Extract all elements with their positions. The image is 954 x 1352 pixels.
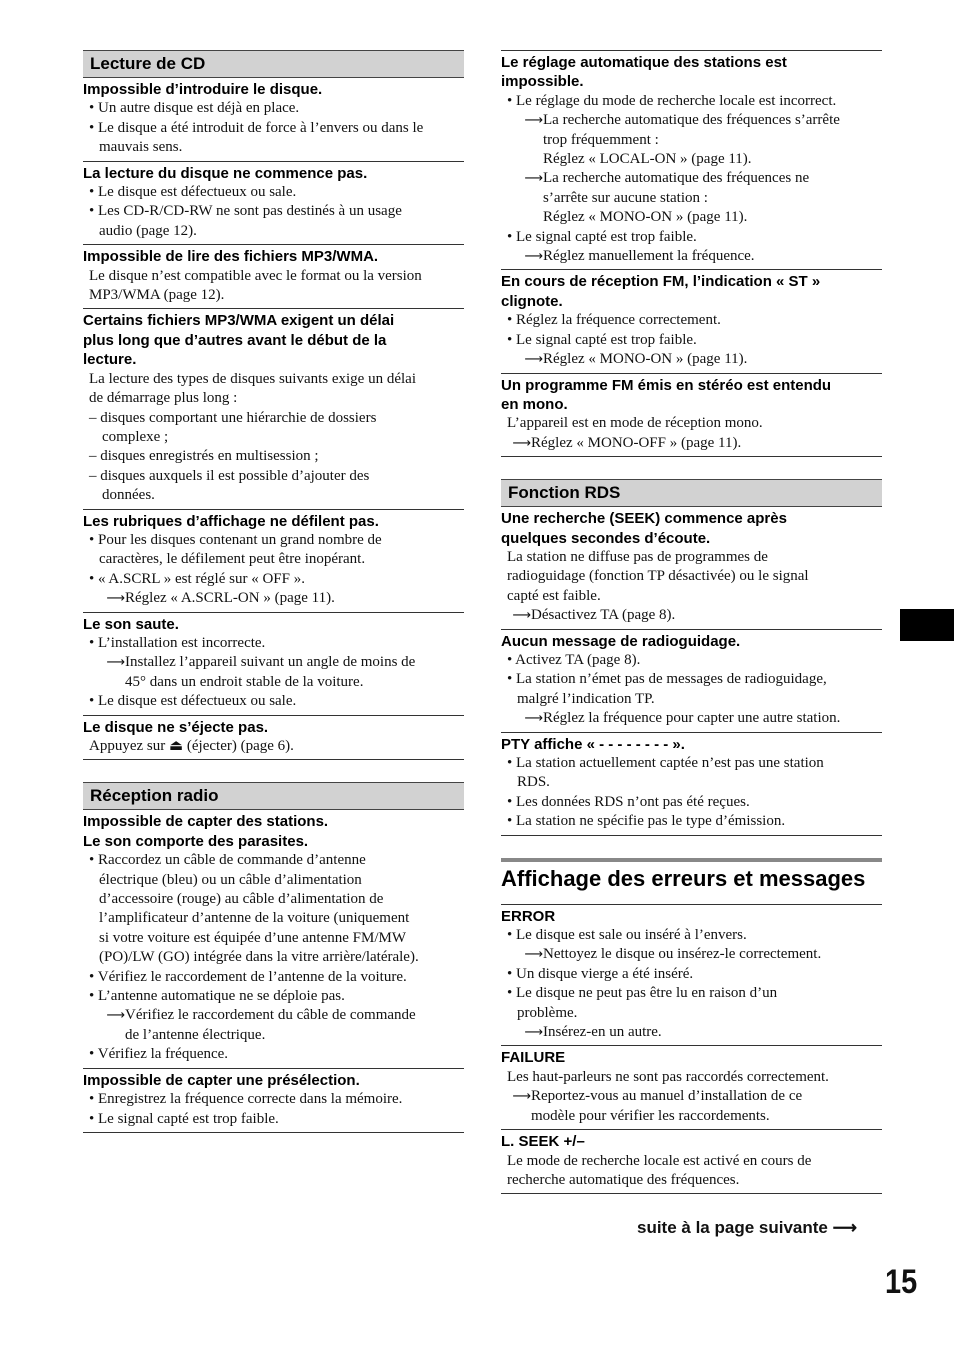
bullet-line — [501, 670, 882, 689]
bullet-line — [83, 202, 464, 221]
entry-title: Certains fichiers MP3/WMA exigent un délai — [83, 312, 395, 330]
line-text: Désactivez TA (page 8). — [531, 607, 676, 624]
text-line — [83, 286, 464, 305]
troubleshoot-entry — [501, 374, 882, 458]
line-text: • La station ne spécifie pas le type d’émission. — [507, 813, 786, 830]
line-text: • Un autre disque est déjà en place. — [89, 100, 300, 117]
line-text: l’amplificateur d’antenne de la voiture (uniquement — [99, 910, 410, 927]
entry-title: impossible. — [501, 73, 584, 91]
right-arrow-icon: ⟶ — [524, 711, 543, 727]
section-heading: Réception radio — [83, 782, 464, 810]
troubleshoot-entry — [83, 245, 464, 309]
line-text: • Raccordez un câble de commande d’antenne — [89, 852, 366, 869]
text-line — [501, 1171, 882, 1190]
line-text: La recherche automatique des fréquences s’arrête — [543, 112, 840, 129]
text-line — [83, 428, 464, 447]
entry-title: La lecture du disque ne commence pas. — [83, 164, 368, 182]
line-text: Réglez « MONO-ON » (page 11). — [543, 351, 748, 368]
remedy-line — [501, 709, 882, 728]
line-text: d’accessoire (rouge) au câble d’alimentation de — [99, 891, 384, 908]
right-arrow-icon: ⟶ — [524, 249, 543, 265]
remedy-line — [501, 606, 882, 625]
bullet-line — [501, 92, 882, 111]
line-text: La station ne diffuse pas de programmes de — [507, 548, 768, 565]
right-arrow-icon: ⟶ — [524, 352, 543, 368]
bullet-line — [501, 311, 882, 330]
entry-title: Aucun message de radioguidage. — [501, 632, 741, 650]
entry-title: quelques secondes d’écoute. — [501, 529, 711, 547]
line-text: Nettoyez le disque ou insérez-le correctement. — [543, 946, 822, 963]
line-text: • Le disque est défectueux ou sale. — [89, 184, 297, 201]
line-text: • Le signal capté est trop faible. — [89, 1110, 279, 1127]
line-text: audio (page 12). — [99, 222, 197, 239]
bullet-line — [83, 183, 464, 202]
bullet-line — [83, 851, 464, 870]
section-gap — [83, 760, 464, 782]
section-gap — [501, 457, 882, 479]
bullet-line — [83, 692, 464, 711]
line-text: Appuyez sur ⏏ (éjecter) (page 6). — [89, 738, 294, 754]
line-text: Réglez manuellement la fréquence. — [543, 248, 755, 265]
line-text: – disques auxquels il est possible d’ajouter des — [89, 467, 370, 484]
line-text: Reportez-vous au manuel d’installation de ce — [531, 1088, 803, 1105]
line-text: Réglez « MONO-OFF » (page 11). — [531, 434, 742, 451]
bullet-line — [501, 965, 882, 984]
line-text: Réglez « LOCAL-ON » (page 11). — [543, 151, 752, 168]
bullet-line — [501, 793, 882, 812]
line-text: électrique (bleu) ou un câble d’alimentation — [99, 871, 362, 888]
section-tab-marker — [900, 609, 954, 641]
right-arrow-icon: ⟶ — [106, 591, 125, 607]
text-line — [501, 690, 882, 709]
bullet-line — [501, 754, 882, 773]
right-arrow-icon: ⟶ — [512, 608, 531, 624]
line-text: • Le disque est sale ou inséré à l’envers. — [507, 927, 747, 944]
line-text: Insérez-en un autre. — [543, 1024, 662, 1041]
text-line — [83, 550, 464, 569]
troubleshoot-entry — [83, 162, 464, 246]
line-text: • Le disque est défectueux ou sale. — [89, 693, 297, 710]
remedy-line — [501, 1087, 882, 1106]
bullet-line — [83, 634, 464, 653]
text-line — [83, 267, 464, 286]
line-text: données. — [102, 487, 155, 504]
bullet-line — [83, 119, 464, 138]
line-text: • Réglez la fréquence correctement. — [507, 312, 721, 329]
bullet-line — [83, 1090, 464, 1109]
line-text: Réglez « A.SCRL-ON » (page 11). — [125, 590, 335, 607]
troubleshoot-entry — [501, 630, 882, 733]
line-text: (PO)/LW (GO) intégrée dans la vitre arrière/latérale). — [99, 949, 419, 966]
troubleshoot-entry — [501, 270, 882, 373]
troubleshoot-entry — [83, 810, 464, 1068]
bullet-line — [501, 228, 882, 247]
remedy-line — [501, 1023, 882, 1042]
line-text: 45° dans un endroit stable de la voiture. — [125, 673, 364, 690]
line-text: mauvais sens. — [99, 139, 183, 156]
text-line — [501, 1004, 882, 1023]
entry-title: Impossible d’introduire le disque. — [83, 81, 323, 98]
entry-title: Le disque ne s’éjecte pas. — [83, 718, 269, 736]
right-arrow-icon: ⟶ — [524, 171, 543, 187]
bullet-line — [83, 531, 464, 550]
dash-line — [83, 409, 464, 428]
entry-title: Une recherche (SEEK) commence après — [501, 510, 787, 528]
line-text: MP3/WMA (page 12). — [89, 287, 225, 304]
continued-note — [637, 1216, 857, 1240]
line-text: s’arrête sur aucune station : — [543, 189, 708, 206]
right-arrow-icon: ⟶ — [524, 1025, 543, 1041]
dash-line — [83, 447, 464, 466]
remedy-line — [501, 247, 882, 266]
text-line — [501, 1152, 882, 1171]
troubleshoot-entry — [83, 309, 464, 509]
line-text: problème. — [517, 1004, 578, 1021]
line-text: modèle pour vérifier les raccordements. — [531, 1107, 770, 1124]
line-text: • La station n’émet pas de messages de radioguidage, — [507, 671, 827, 688]
troubleshoot-entry — [83, 1069, 464, 1133]
line-text: Vérifiez le raccordement du câble de commande — [125, 1007, 416, 1024]
remedy-line — [83, 653, 464, 672]
line-text: complexe ; — [102, 428, 169, 445]
remedy-line — [501, 111, 882, 130]
text-line — [501, 414, 882, 433]
troubleshoot-entry — [501, 1046, 882, 1130]
bullet-line — [83, 1045, 464, 1064]
bullet-line — [83, 99, 464, 118]
text-line — [83, 737, 464, 756]
line-text: • L’antenne automatique ne se déploie pas. — [89, 988, 345, 1005]
right-arrow-icon: ⟶ — [512, 1089, 531, 1105]
entry-title: Le son comporte des parasites. — [83, 832, 309, 850]
text-line — [83, 1026, 464, 1045]
right-arrow-icon: ⟶ — [524, 947, 543, 963]
remedy-line — [501, 434, 882, 453]
main-heading: Affichage des erreurs et messages — [501, 858, 882, 905]
section-heading: Fonction RDS — [501, 479, 882, 507]
text-line — [83, 673, 464, 692]
text-line — [83, 370, 464, 389]
bullet-line — [501, 812, 882, 831]
line-text: • Le réglage du mode de recherche locale est incorrect. — [507, 92, 837, 109]
troubleshoot-entry — [501, 507, 882, 629]
line-text: de démarrage plus long : — [89, 390, 238, 407]
line-text: • Activez TA (page 8). — [507, 651, 641, 668]
line-text: – disques comportant une hiérarchie de dossiers — [89, 409, 377, 426]
section-heading: Lecture de CD — [83, 50, 464, 78]
remedy-line — [83, 589, 464, 608]
line-text: • Vérifiez le raccordement de l’antenne de la voiture. — [89, 968, 407, 985]
line-text: malgré l’indication TP. — [517, 690, 655, 707]
line-text: La lecture des types de disques suivants exige un délai — [89, 370, 416, 387]
section-gap — [501, 836, 882, 858]
entry-title: Les rubriques d’affichage ne défilent pas. — [83, 512, 379, 530]
line-text: – disques enregistrés en multisession ; — [89, 448, 319, 465]
bullet-line — [83, 1110, 464, 1129]
text-line — [501, 189, 882, 208]
entry-title: clignote. — [501, 292, 563, 310]
entry-title: lecture. — [83, 351, 137, 369]
bullet-line — [83, 987, 464, 1006]
entry-title: L. SEEK +/– — [501, 1133, 585, 1151]
line-text: Réglez « MONO-ON » (page 11). — [543, 209, 748, 226]
entry-title: Le son saute. — [83, 615, 179, 633]
text-line — [501, 773, 882, 792]
troubleshoot-entry — [501, 50, 882, 270]
right-column — [501, 50, 882, 1194]
troubleshoot-entry — [83, 613, 464, 716]
right-arrow-icon: ⟶ — [524, 113, 543, 129]
text-line — [501, 567, 882, 586]
troubleshoot-entry — [83, 716, 464, 761]
line-text: • Les CD-R/CD-RW ne sont pas destinés à un usage — [89, 203, 402, 220]
right-arrow-icon: ⟶ — [106, 655, 125, 671]
bullet-line — [501, 984, 882, 1003]
line-text: • « A.SCRL » est réglé sur « OFF ». — [89, 570, 305, 587]
line-text: trop fréquemment : — [543, 131, 659, 148]
line-text: radioguidage (fonction TP désactivée) ou le signal — [507, 568, 809, 585]
line-text: caractères, le défilement peut être inopérant. — [99, 551, 366, 568]
text-line — [83, 138, 464, 157]
bullet-line — [83, 968, 464, 987]
text-line — [83, 486, 464, 505]
line-text: • Enregistrez la fréquence correcte dans la mémoire. — [89, 1091, 403, 1108]
line-text: RDS. — [517, 774, 550, 791]
text-line — [501, 548, 882, 567]
right-arrow-icon: ⟶ — [832, 1218, 857, 1237]
entry-title: FAILURE — [501, 1049, 566, 1067]
troubleshoot-entry — [83, 78, 464, 162]
entry-title: Impossible de capter des stations. — [83, 813, 329, 831]
dash-line — [83, 467, 464, 486]
troubleshoot-entry — [501, 905, 882, 1047]
text-line — [83, 871, 464, 890]
entry-title: ERROR — [501, 907, 556, 925]
entry-title: En cours de réception FM, l’indication « ST » — [501, 273, 821, 291]
continued-text: suite à la page suivante — [637, 1218, 828, 1237]
line-text: L’appareil est en mode de réception mono. — [507, 415, 763, 432]
line-text: • Le signal capté est trop faible. — [507, 331, 697, 348]
remedy-line — [501, 169, 882, 188]
text-line — [83, 929, 464, 948]
entry-title: PTY affiche « - - - - - - - - ». — [501, 735, 685, 753]
text-line — [501, 208, 882, 227]
text-line — [83, 222, 464, 241]
text-line — [501, 150, 882, 169]
line-text: Réglez la fréquence pour capter une autre station. — [543, 710, 841, 727]
entry-title: Impossible de lire des fichiers MP3/WMA. — [83, 248, 379, 266]
remedy-line — [83, 1006, 464, 1025]
line-text: Les haut-parleurs ne sont pas raccordés correctement. — [507, 1068, 829, 1085]
bullet-line — [83, 570, 464, 589]
bullet-line — [501, 331, 882, 350]
line-text: • Le disque ne peut pas être lu en raison d’un — [507, 985, 778, 1002]
line-text: capté est faible. — [507, 587, 601, 604]
line-text: Le mode de recherche locale est activé en cours de — [507, 1152, 812, 1169]
line-text: • La station actuellement captée n’est pas une station — [507, 755, 824, 771]
entry-title: plus long que d’autres avant le début de la — [83, 331, 387, 349]
line-text: Le disque n’est compatible avec le format ou la version — [89, 267, 422, 284]
entry-title: Le réglage automatique des stations est — [501, 54, 787, 71]
line-text: • L’installation est incorrecte. — [89, 634, 266, 651]
text-line — [501, 131, 882, 150]
line-text: • Un disque vierge a été inséré. — [507, 965, 694, 982]
text-line — [83, 948, 464, 967]
entry-title: Impossible de capter une présélection. — [83, 1071, 360, 1089]
troubleshoot-entry — [501, 1130, 882, 1194]
text-line — [83, 389, 464, 408]
troubleshoot-entry — [501, 733, 882, 836]
right-arrow-icon: ⟶ — [106, 1008, 125, 1024]
text-line — [83, 890, 464, 909]
text-line — [83, 909, 464, 928]
text-line — [501, 587, 882, 606]
line-text: • Vérifiez la fréquence. — [89, 1046, 229, 1063]
line-text: de l’antenne électrique. — [125, 1026, 266, 1043]
troubleshoot-entry — [83, 510, 464, 613]
line-text: recherche automatique des fréquences. — [507, 1171, 740, 1188]
line-text: • Pour les disques contenant un grand nombre de — [89, 531, 382, 548]
left-column — [83, 50, 464, 1133]
bullet-line — [501, 651, 882, 670]
entry-title: Un programme FM émis en stéréo est entendu — [501, 376, 832, 394]
line-text: • Le signal capté est trop faible. — [507, 228, 697, 245]
page-number: 15 — [885, 1263, 918, 1301]
line-text: La recherche automatique des fréquences ne — [543, 170, 810, 187]
text-line — [501, 1068, 882, 1087]
line-text: Installez l’appareil suivant un angle de moins de — [125, 654, 416, 671]
entry-title: en mono. — [501, 395, 568, 413]
bullet-line — [501, 926, 882, 945]
line-text: • Le disque a été introduit de force à l’envers ou dans le — [89, 119, 424, 136]
right-arrow-icon: ⟶ — [512, 435, 531, 451]
remedy-line — [501, 350, 882, 369]
line-text: • Les données RDS n’ont pas été reçues. — [507, 793, 750, 810]
line-text: si votre voiture est équipée d’une antenne FM/MW — [99, 929, 407, 946]
remedy-line — [501, 945, 882, 964]
text-line — [501, 1107, 882, 1126]
